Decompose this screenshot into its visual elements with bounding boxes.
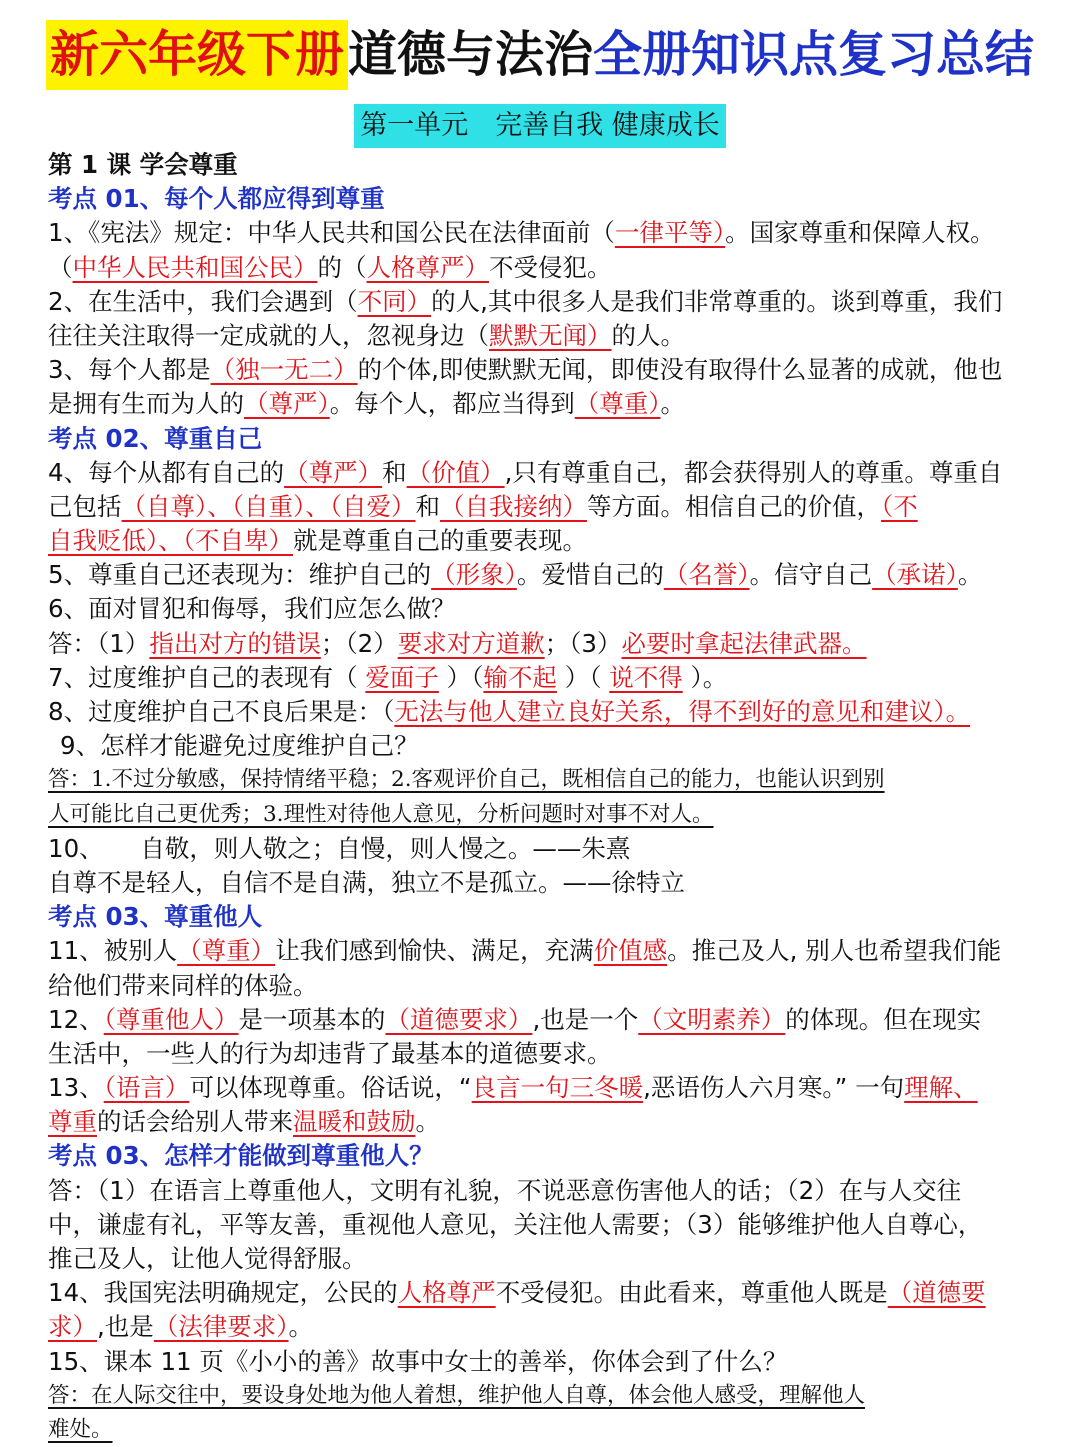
answer-fill: 输不起 — [483, 662, 557, 692]
answer-fill: 必要时拿起法律武器。 — [621, 628, 867, 658]
answer-fill: 价值感 — [593, 936, 668, 966]
text-segment: 。爱惜自己的 — [516, 560, 664, 590]
title-summary: 全册知识点复习总结 — [593, 26, 1035, 83]
text-segment: 人可能比自己更优秀；3.理性对待他人意见，分析问题时对事不对人。 — [48, 801, 714, 827]
answer-fill: （独一无二） — [210, 355, 358, 385]
text-segment: 的（ — [317, 252, 367, 282]
answer-fill: 理解、 — [904, 1073, 978, 1103]
answer-fill: 默默无闻） — [489, 320, 612, 350]
text-segment: 己包括 — [48, 491, 122, 521]
answer-line — [48, 1413, 1034, 1447]
text-line — [48, 490, 1034, 524]
answer-fill: （承诺） — [872, 560, 958, 590]
text-line — [48, 1071, 1034, 1105]
text-segment: 12、 — [48, 1004, 104, 1034]
text-segment: ）（ — [556, 662, 610, 692]
answer-fill: （文明素养） — [638, 1004, 786, 1034]
text-segment: ,恶语伤人六月寒。” 一句 — [643, 1073, 905, 1103]
text-line — [48, 1242, 1034, 1276]
text-segment: （ — [48, 252, 73, 282]
text-segment: 考点 03、尊重他人 — [48, 902, 263, 932]
text-line — [48, 1174, 1034, 1208]
text-line — [48, 832, 1034, 866]
answer-fill: （形象） — [431, 560, 517, 590]
text-segment: 可以体现尊重。俗话说，“ — [189, 1073, 472, 1103]
text-line — [48, 866, 1034, 900]
text-segment: 答：（1）在语言上尊重他人，文明有礼貌，不说恶意伤害他人的话；（2）在与人交往 — [48, 1175, 962, 1205]
answer-fill: 自我贬低）、（不自卑） — [48, 526, 293, 556]
text-segment: 。每个人，都应当得到 — [329, 389, 575, 419]
title-subject: 道德与法治 — [347, 26, 593, 83]
text-segment: 第 1 课 学会尊重 — [48, 150, 238, 179]
text-segment: 2、在生活中，我们会遇到（ — [48, 286, 358, 316]
document-title — [0, 20, 1080, 90]
answer-fill: （道德要求） — [385, 1004, 533, 1034]
text-segment: 往往关注取得一定成就的人，忽视身边（ — [48, 320, 489, 350]
text-segment: 11、被别人 — [48, 936, 178, 966]
lesson-heading — [48, 148, 1034, 182]
text-segment: 给他们带来同样的体验。 — [48, 970, 318, 1000]
text-line — [48, 285, 1034, 319]
text-line — [48, 558, 1034, 592]
answer-fill: （自我接纳） — [440, 491, 587, 521]
text-line — [48, 695, 1034, 729]
text-segment: 5、尊重自己还表现为：维护自己的 — [48, 560, 432, 590]
text-segment: 考点 01、每个人都应得到尊重 — [48, 184, 385, 214]
answer-fill: 爱面子 — [365, 662, 439, 692]
text-line — [48, 1003, 1034, 1037]
text-segment: 不受侵犯。由此看来，尊重他人既是 — [495, 1278, 888, 1308]
answer-fill: 尊重 — [48, 1107, 97, 1137]
text-line — [48, 1310, 1034, 1344]
answer-fill: 说不得 — [609, 662, 683, 692]
text-segment: 答：在人际交往中，要设身处地为他人着想，维护他人自尊，体会他人感受，理解他人 — [48, 1382, 866, 1408]
text-segment: 10、 自敬，则人敬之；自慢，则人慢之。——朱熹 — [48, 833, 631, 863]
answer-fill: （尊重他人） — [103, 1004, 239, 1034]
text-segment: 。 — [660, 389, 685, 419]
text-segment: 。 — [957, 560, 983, 590]
text-line — [48, 661, 1034, 695]
unit-heading-row — [0, 104, 1080, 148]
answer-fill: （尊重） — [177, 936, 276, 966]
text-segment: 1、《宪法》规定：中华人民共和国公民在法律面前（ — [48, 218, 615, 248]
text-segment: 考点 02、尊重自己 — [48, 423, 263, 453]
text-segment: 自尊不是轻人，自信不是自满，独立不是孤立。——徐特立 — [48, 867, 685, 897]
key-point-heading — [48, 1139, 1034, 1173]
answer-fill: 无法与他人建立良好关系，得不到好的意见和建议）。 — [394, 697, 971, 726]
answer-line — [48, 1379, 1034, 1413]
text-line — [48, 1037, 1034, 1071]
text-segment: 4、每个从都有自己的 — [48, 457, 285, 487]
text-segment: ,也是 — [97, 1312, 154, 1342]
text-line — [48, 251, 1034, 285]
text-segment: 和 — [415, 491, 440, 521]
text-segment: 的个体,即使默默无闻，即使没有取得什么显著的成就，他也 — [357, 355, 1003, 385]
answer-fill: 求） — [48, 1312, 97, 1342]
text-segment: 生活中，一些人的行为却违背了最基本的道德要求。 — [48, 1038, 612, 1068]
answer-fill: （尊严） — [244, 389, 330, 419]
text-segment: 3、每个人都是 — [48, 355, 211, 385]
text-segment: 6、面对冒犯和侮辱，我们应怎么做？ — [48, 594, 456, 624]
text-line — [48, 319, 1034, 353]
answer-fill: （道德要 — [887, 1278, 986, 1308]
text-line — [48, 969, 1034, 1003]
text-segment: ）（ — [438, 662, 484, 692]
text-segment: 是拥有生而为人的 — [48, 389, 244, 419]
key-point-heading — [48, 900, 1034, 934]
answer-fill: 不同） — [357, 286, 432, 316]
text-line — [48, 1208, 1034, 1242]
answer-fill: 要求对方道歉 — [397, 628, 545, 658]
answer-line — [48, 798, 1034, 832]
answer-fill: （尊严） — [284, 457, 383, 487]
text-line — [48, 1276, 1034, 1310]
text-segment: 的话会给别人带来 — [97, 1107, 293, 1137]
answer-line — [48, 763, 1034, 797]
text-segment: 考点 03、怎样才能做到尊重他人？ — [48, 1141, 434, 1171]
text-segment: 答：（1） — [48, 628, 150, 658]
text-line — [48, 216, 1034, 250]
text-segment: ）。 — [682, 662, 728, 692]
answer-fill: （价值） — [406, 457, 505, 487]
text-segment: 13、 — [48, 1073, 104, 1103]
text-line — [48, 627, 1034, 661]
answer-fill: 人格尊严） — [366, 252, 489, 282]
text-line — [48, 387, 1034, 421]
text-segment: 7、过度维护自己的表现有（ — [48, 662, 366, 692]
text-line — [48, 353, 1034, 387]
unit-heading: 第一单元 完善自我 健康成长 — [354, 104, 726, 148]
text-segment: 不受侵犯。 — [489, 252, 612, 282]
notes-body — [48, 148, 1034, 1447]
text-segment: 。国家尊重和保障人权。 — [725, 218, 995, 248]
text-segment: 答：1.不过分敏感，保持情绪平稳；2.客观评价自己，既相信自己的能力，也能认识到别 — [48, 767, 885, 793]
answer-fill: 人格尊严 — [397, 1278, 496, 1308]
question-line — [48, 729, 1034, 763]
text-line — [48, 1105, 1034, 1139]
text-segment: 等方面。相信自己的价值， — [587, 491, 881, 521]
text-segment: 中，谦虚有礼，平等友善，重视他人意见，关注他人需要；（3）能够维护他人自尊心， — [48, 1209, 983, 1239]
answer-fill: 一律平等） — [614, 218, 726, 248]
text-segment: 推己及人，让他人觉得舒服。 — [48, 1244, 367, 1273]
text-segment: 让我们感到愉快、满足，充满 — [275, 936, 594, 966]
answer-fill: 温暖和鼓励 — [293, 1107, 416, 1137]
text-line — [48, 934, 1034, 968]
answer-fill: （语言） — [103, 1073, 190, 1103]
text-line — [48, 592, 1034, 626]
text-segment: 15、课本 11 页《小小的善》故事中女士的善举，你体会到了什么？ — [48, 1346, 788, 1376]
text-segment: 就是尊重自己的重要表现。 — [293, 526, 587, 556]
text-segment: ；（2） — [320, 628, 398, 658]
text-segment: 的人,其中很多人是我们非常尊重的。谈到尊重，我们 — [431, 286, 1003, 316]
answer-fill: （法律要求） — [153, 1312, 289, 1342]
answer-fill: （自尊）、（自重）、（自爱） — [121, 491, 416, 521]
text-segment: 。推己及人, 别人也希望我们能 — [667, 936, 1002, 966]
answer-fill: （尊重） — [574, 389, 661, 419]
text-segment: 9、怎样才能避免过度维护自己？ — [60, 731, 419, 761]
text-segment: 的体现。但在现实 — [785, 1004, 982, 1034]
text-segment: ；（3） — [544, 628, 622, 658]
answer-fill: （不 — [881, 491, 918, 521]
text-segment: 。 — [288, 1312, 314, 1342]
answer-fill: 指出对方的错误 — [149, 628, 321, 658]
key-point-heading — [48, 422, 1034, 456]
text-segment: 难处。 — [48, 1416, 113, 1442]
text-segment: 和 — [382, 457, 407, 487]
text-line — [48, 456, 1034, 490]
text-segment: ,只有尊重自己，都会获得别人的尊重。尊重自 — [504, 457, 1003, 487]
text-segment: ,也是一个 — [532, 1004, 639, 1034]
answer-fill: 良言一句三冬暖 — [471, 1073, 644, 1103]
text-segment: 14、我国宪法明确规定，公民的 — [48, 1278, 398, 1308]
title-grade-highlight: 新六年级下册 — [46, 20, 348, 90]
text-line — [48, 1345, 1034, 1379]
text-segment: 8、过度维护自己不良后果是：（ — [48, 697, 395, 726]
text-line — [48, 524, 1034, 558]
answer-fill: 中华人民共和国公民） — [72, 252, 318, 282]
answer-fill: （名誉） — [663, 560, 750, 590]
text-segment: 。 — [415, 1107, 440, 1137]
text-segment: 的人。 — [611, 320, 685, 350]
text-segment: 。信守自己 — [749, 560, 873, 590]
text-segment: 是一项基本的 — [238, 1004, 386, 1034]
key-point-heading — [48, 182, 1034, 216]
